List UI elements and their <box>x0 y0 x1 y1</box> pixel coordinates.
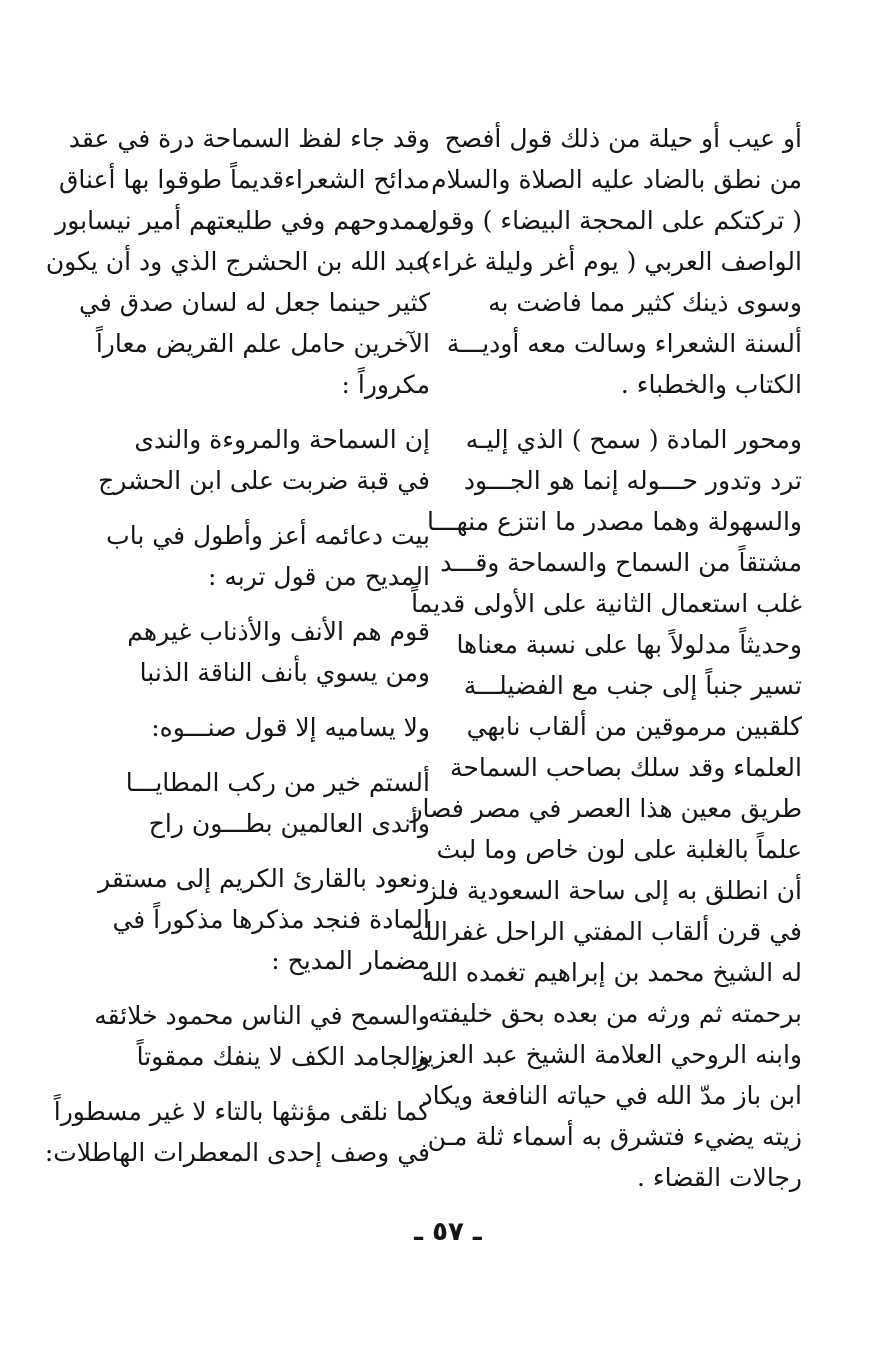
verse-3 <box>98 762 430 844</box>
verse-line: ومن يسوي بأنف الناقة الذنبا <box>139 658 430 687</box>
text-line: تسير جنباً إلى جنب مع الفضيلـــة <box>463 671 802 700</box>
text-line: برحمته ثم ورثه من بعده بحق خليفته <box>428 999 802 1028</box>
text-line: الكتاب والخطباء . <box>620 370 802 399</box>
text-line: وسوى ذينك كثير مما فاضت به <box>488 288 802 317</box>
verse-line: ألستم خير من ركب المطايـــا <box>125 768 430 797</box>
right-paragraph-2 <box>410 419 802 1198</box>
text-line: كثير حينما جعل له لسان صدق في <box>79 288 430 317</box>
text-line: مشتقاً من السماح والسماحة وقـــد <box>440 548 802 577</box>
text-line: ولا يساميه إلا قول صنـــوه: <box>151 713 430 742</box>
right-column <box>410 118 802 1198</box>
text-line: كلقبين مرموقين من ألقاب نابهي <box>466 712 802 741</box>
text-line: عبد الله بن الحشرج الذي ود أن يكون <box>45 247 430 276</box>
text-line: العلماء وقد سلك بصاحب السماحة <box>449 753 802 782</box>
text-line: ونعود بالقارئ الكريم إلى مستقر <box>98 864 430 893</box>
text-line: له الشيخ محمد بن إبراهيم تغمده الله <box>421 958 802 987</box>
text-line: وابنه الروحي العلامة الشيخ عبد العزيز <box>412 1040 802 1069</box>
text-line: ألسنة الشعراء وسالت معه أوديـــة <box>446 329 802 358</box>
paragraph-gap <box>98 981 430 995</box>
verse-1 <box>98 419 430 501</box>
text-line: ( تركتكم على المحجة البيضاء ) وقول <box>419 206 802 235</box>
right-paragraph-1 <box>419 118 802 405</box>
paragraph-gap <box>462 405 802 419</box>
paragraph-gap <box>98 1077 430 1091</box>
left-paragraph-2 <box>98 515 430 597</box>
text-line: المديح من قول تربه : <box>207 562 430 591</box>
paragraph-gap <box>98 405 430 419</box>
text-line: زيته يضيء فتشرق به أسماء ثلة مـن <box>427 1122 802 1151</box>
text-line: ومحور المادة ( سمح ) الذي إليـه <box>465 425 802 454</box>
text-line: رجالات القضاء . <box>636 1163 802 1192</box>
text-line: طريق معين هذا العصر في مصر فصار <box>410 794 802 823</box>
left-paragraph-1 <box>45 118 430 405</box>
verse-line: والسمح في الناس محمود خلائقه <box>94 1001 430 1030</box>
verse-line: وأندى العالمين بطـــون راح <box>148 809 430 838</box>
paragraph-gap <box>98 693 430 707</box>
verse-4 <box>94 995 430 1077</box>
left-paragraph-5 <box>44 1091 430 1173</box>
text-line: وحديثاً مدلولاً بها على نسبة معناها <box>456 630 802 659</box>
text-line: الواصف العربي ( يوم أغر وليلة غراء) <box>421 247 802 276</box>
text-line: بيت دعائمه أعز وأطول في باب <box>106 521 430 550</box>
text-line: أو عيب أو حيلة من ذلك قول أفصح <box>444 124 802 153</box>
text-line: من نطق بالضاد عليه الصلاة والسلام <box>431 165 802 194</box>
text-line: المادة فنجد مذكرها مذكوراً في <box>112 905 430 934</box>
verse-2 <box>98 611 430 693</box>
paragraph-gap <box>98 597 430 611</box>
text-line: الآخرين حامل علم القريض معاراً <box>95 329 430 358</box>
text-line: وقد جاء لفظ السماحة درة في عقد <box>68 124 430 153</box>
text-line: ابن باز مدّ الله في حياته النافعة ويكاد <box>421 1081 802 1110</box>
verse-line: قوم هم الأنف والأذناب غيرهم <box>127 617 430 646</box>
left-column <box>44 118 430 1173</box>
text-line: في قرن ألقاب المفتي الراحل غفرالله <box>411 917 802 946</box>
text-line: مكروراً : <box>341 370 430 399</box>
text-line: مضمار المديح : <box>271 946 430 975</box>
text-line: علماً بالغلبة على لون خاص وما لبث <box>436 835 802 864</box>
text-line: مدائح الشعراءقديماً طوقوا بها أعناق <box>58 165 430 194</box>
verse-line: إن السماحة والمروءة والندى <box>134 425 430 454</box>
text-line: ترد وتدور حـــوله إنما هو الجـــود <box>463 466 802 495</box>
paragraph-gap <box>98 748 430 762</box>
text-line: والسهولة وهما مصدر ما انتزع منهـــا <box>427 507 802 536</box>
text-line: ممدوحهم وفي طليعتهم أمير نيسابور <box>55 206 430 235</box>
text-line: كما نلقى مؤنثها بالتاء لا غير مسطوراً <box>53 1097 430 1126</box>
paragraph-gap <box>98 844 430 858</box>
text-line: أن انطلق به إلى ساحة السعودية فلز <box>424 876 802 905</box>
page-number: ـ ٥٧ ـ <box>414 1217 482 1247</box>
paragraph-gap <box>98 501 430 515</box>
left-paragraph-3 <box>98 707 430 748</box>
text-line: في وصف إحدى المعطرات الهاطلات: <box>44 1138 430 1167</box>
left-paragraph-4 <box>98 858 430 981</box>
verse-line: في قبة ضربت على ابن الحشرج <box>98 466 430 495</box>
text-line: غلب استعمال الثانية على الأولى قديماً <box>411 589 802 618</box>
verse-line: والجامد الكف لا ينفك ممقوتاً <box>136 1042 430 1071</box>
